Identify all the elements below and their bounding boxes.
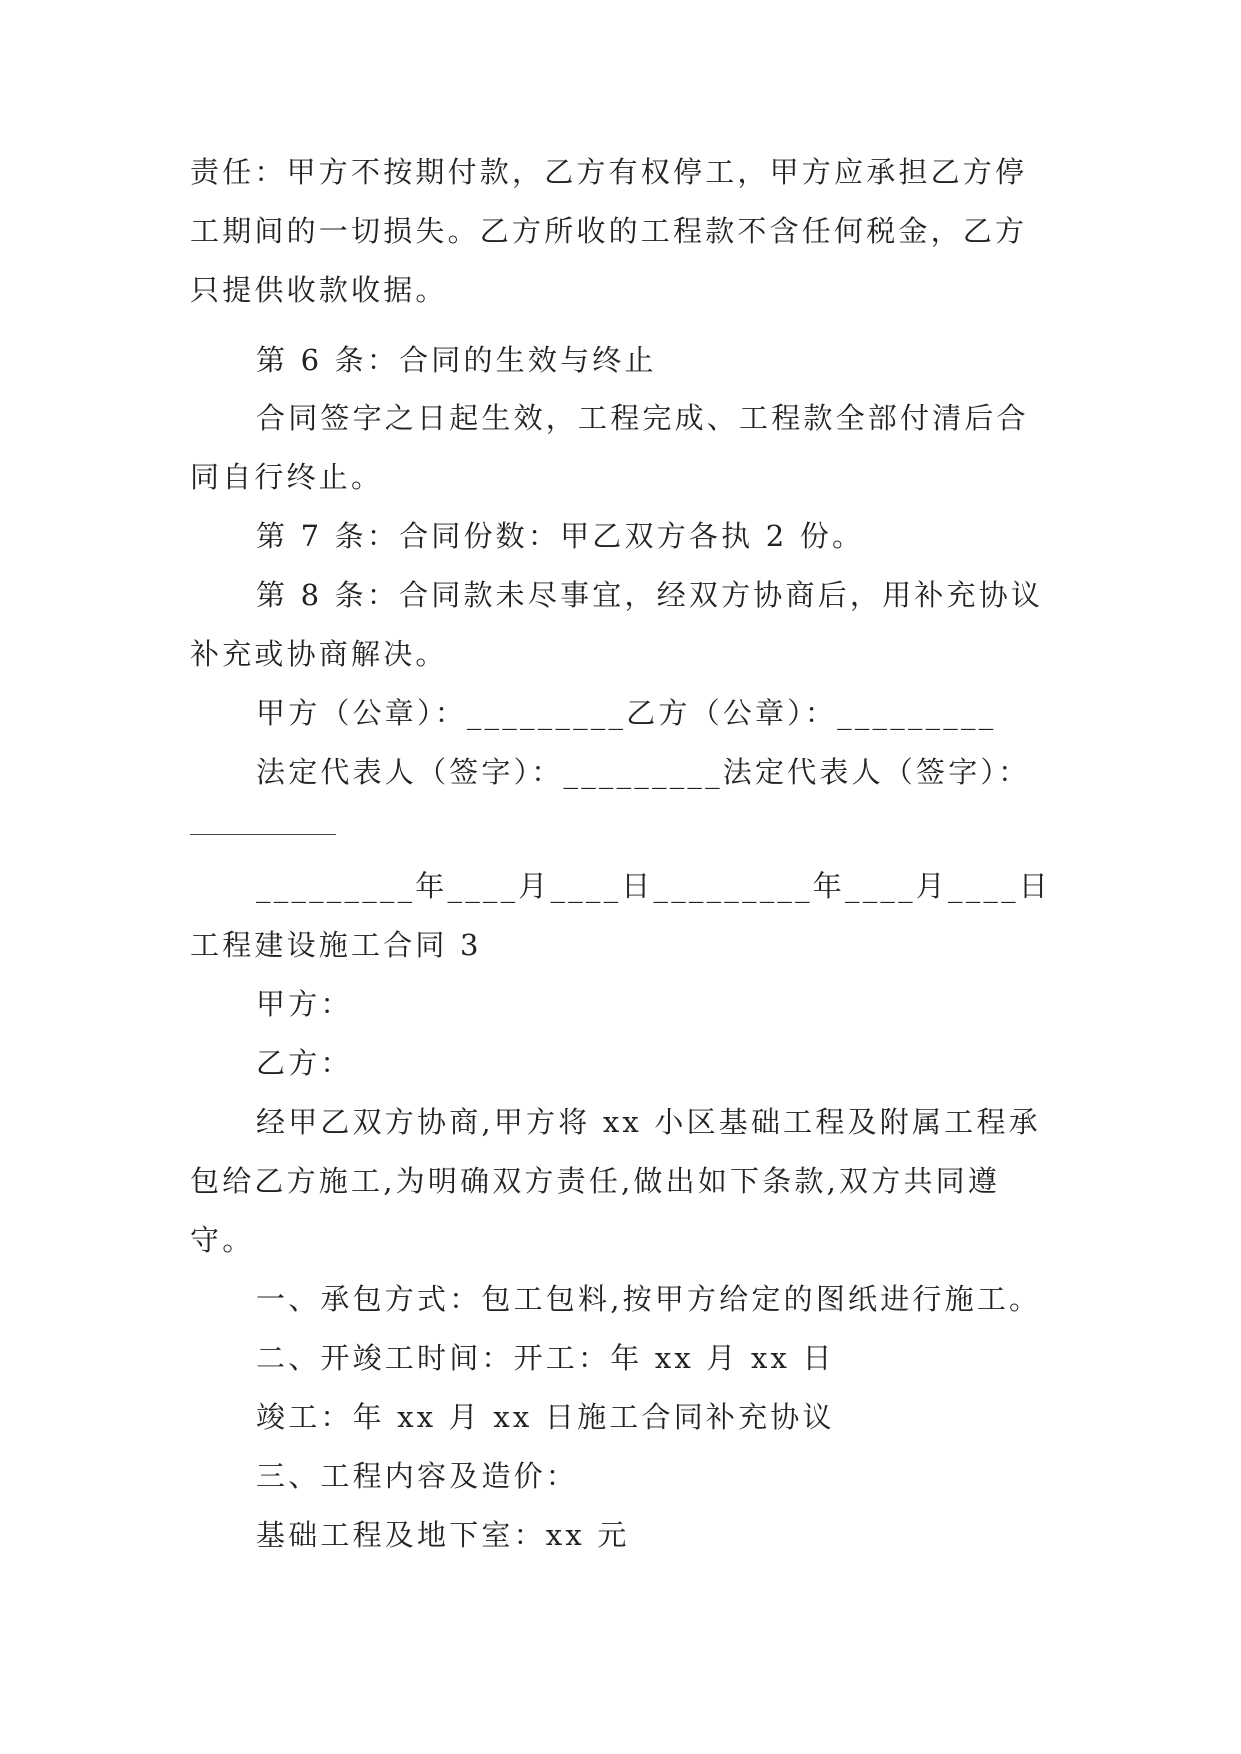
text-line-3: 只提供收款收据。 — [190, 273, 448, 307]
article-8-line: 第 8 条：合同款未尽事宜，经双方协商后，用补充协议 — [256, 578, 1044, 612]
text-line-6: 同自行终止。 — [190, 460, 384, 494]
text-line-1: 责任：甲方不按期付款，乙方有权停工，甲方应承担乙方停 — [190, 155, 1028, 189]
text-line-2: 工期间的一切损失。乙方所收的工程款不含任何税金，乙方 — [190, 214, 1028, 248]
article-7-line: 第 7 条：合同份数：甲乙双方各执 2 份。 — [256, 519, 865, 553]
foundation-cost-line: 基础工程及地下室：xx 元 — [256, 1518, 630, 1552]
preamble-line-3: 守。 — [190, 1223, 255, 1257]
contract-3-title: 工程建设施工合同 3 — [190, 928, 482, 962]
preamble-line-2: 包给乙方施工,为明确双方责任,做出如下条款,双方共同遵 — [190, 1164, 1001, 1198]
text-line-9: 补充或协商解决。 — [190, 637, 448, 671]
text-line-5: 合同签字之日起生效，工程完成、工程款全部付清后合 — [256, 401, 1029, 435]
clause-3-line: 三、工程内容及造价： — [256, 1459, 579, 1493]
preamble-line-1: 经甲乙双方协商,甲方将 xx 小区基础工程及附属工程承 — [256, 1105, 1041, 1139]
clause-1-line: 一、承包方式：包工包料,按甲方给定的图纸进行施工。 — [256, 1282, 1042, 1316]
signature-line: 法定代表人（签字）：_________法定代表人（签字）： — [256, 755, 1031, 789]
party-a-line: 甲方： — [256, 987, 353, 1021]
party-b-line: 乙方： — [256, 1046, 353, 1080]
seal-line: 甲方（公章）：_________乙方（公章）：_________ — [256, 696, 997, 730]
clause-2-line: 二、开竣工时间：开工：年 xx 月 xx 日 — [256, 1341, 835, 1375]
date-line: _________年____月____日_________年____月____日 — [256, 869, 1052, 903]
signature-blank-rule — [190, 834, 336, 835]
article-6-heading: 第 6 条：合同的生效与终止 — [256, 343, 657, 377]
completion-line: 竣工：年 xx 月 xx 日施工合同补充协议 — [256, 1400, 835, 1434]
